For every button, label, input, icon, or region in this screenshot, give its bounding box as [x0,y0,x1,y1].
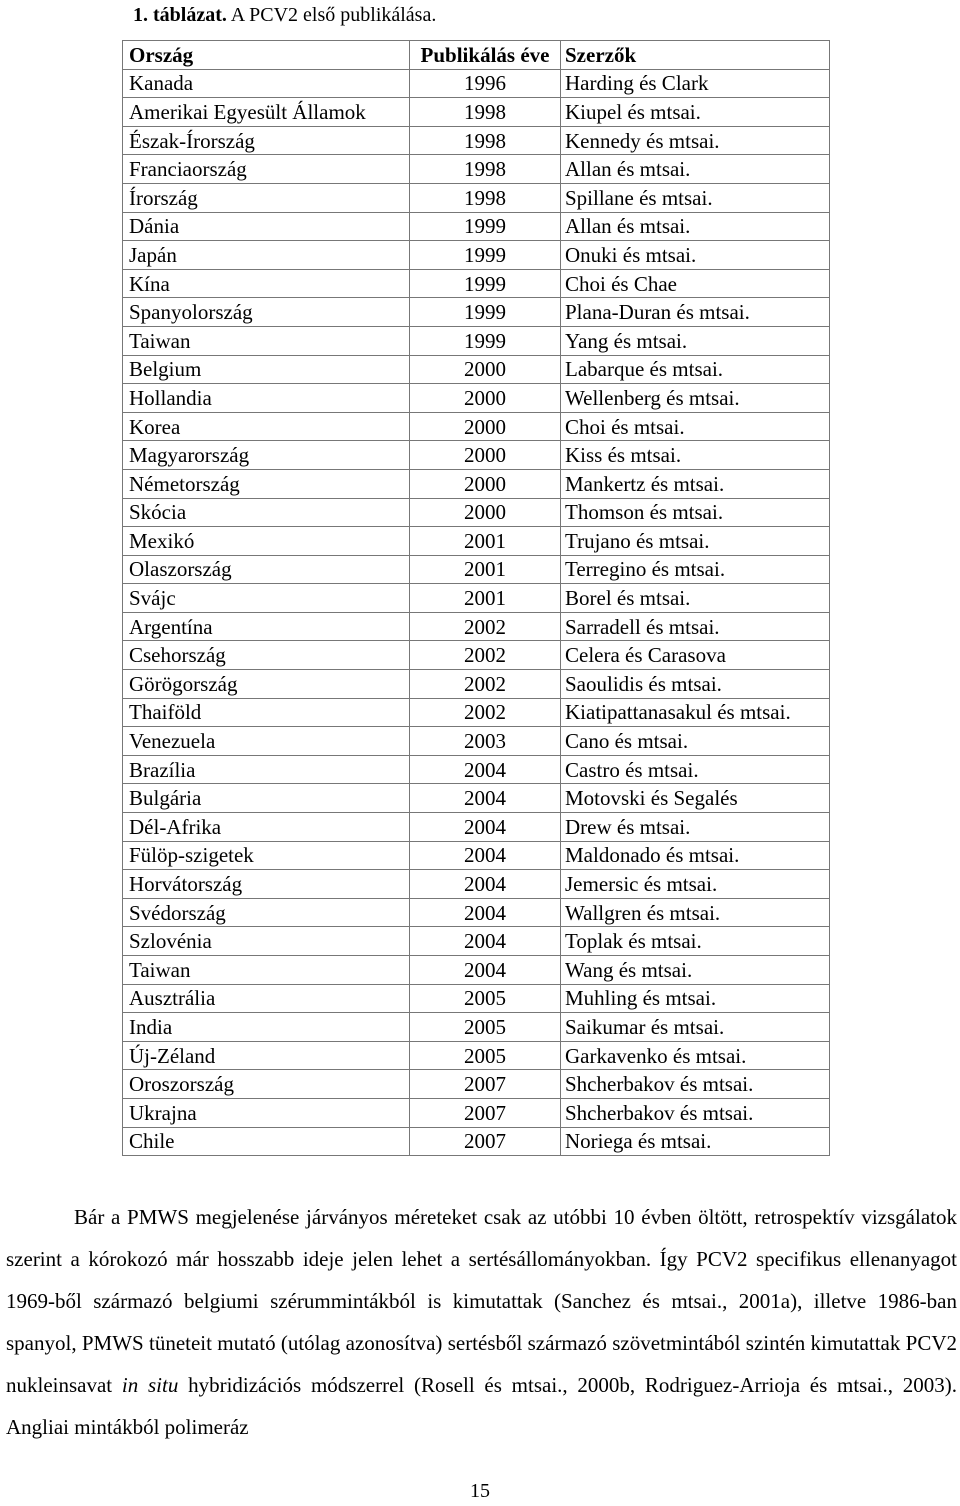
cell-authors: Saoulidis és mtsai. [561,670,830,699]
table-row [123,984,830,1013]
cell-year: 2007 [410,1098,561,1127]
cell-country: Brazília [123,755,410,784]
table-row [123,698,830,727]
cell-year: 2001 [410,527,561,556]
cell-country: Csehország [123,641,410,670]
cell-authors: Motovski és Segalés [561,784,830,813]
cell-country: Új-Zéland [123,1041,410,1070]
table-row [123,212,830,241]
table-row [123,469,830,498]
cell-authors: Yang és mtsai. [561,326,830,355]
table-row [123,355,830,384]
cell-authors: Kiss és mtsai. [561,441,830,470]
page-number: 15 [470,1480,490,1502]
cell-year: 2002 [410,698,561,727]
cell-country: Dánia [123,212,410,241]
cell-country: Mexikó [123,527,410,556]
cell-country: Fülöp-szigetek [123,841,410,870]
cell-year: 2001 [410,555,561,584]
table-row [123,670,830,699]
table-row [123,498,830,527]
table-row [123,813,830,842]
paragraph-italic: in situ [121,1373,179,1397]
table-row [123,98,830,127]
cell-year: 1998 [410,183,561,212]
table-row [123,755,830,784]
cell-country: Hollandia [123,384,410,413]
cell-year: 2007 [410,1070,561,1099]
cell-authors: Wallgren és mtsai. [561,898,830,927]
cell-year: 2000 [410,441,561,470]
cell-country: India [123,1013,410,1042]
cell-authors: Noriega és mtsai. [561,1127,830,1156]
cell-authors: Saikumar és mtsai. [561,1013,830,1042]
table-row [123,956,830,985]
cell-year: 2000 [410,384,561,413]
cell-authors: Sarradell és mtsai. [561,612,830,641]
cell-year: 1999 [410,212,561,241]
cell-authors: Thomson és mtsai. [561,498,830,527]
cell-authors: Allan és mtsai. [561,212,830,241]
header-authors: Szerzők [561,41,830,70]
cell-country: Franciaország [123,155,410,184]
cell-authors: Onuki és mtsai. [561,241,830,270]
cell-country: Svájc [123,584,410,613]
cell-authors: Jemersic és mtsai. [561,870,830,899]
cell-year: 2002 [410,612,561,641]
cell-country: Horvátország [123,870,410,899]
header-country: Ország [123,41,410,70]
cell-authors: Muhling és mtsai. [561,984,830,1013]
cell-authors: Mankertz és mtsai. [561,469,830,498]
cell-authors: Kennedy és mtsai. [561,126,830,155]
cell-country: Oroszország [123,1070,410,1099]
table-row [123,841,830,870]
cell-year: 1996 [410,69,561,98]
cell-year: 2004 [410,755,561,784]
cell-year: 2007 [410,1127,561,1156]
cell-country: Skócia [123,498,410,527]
cell-year: 2004 [410,927,561,956]
cell-year: 2000 [410,412,561,441]
table-row [123,727,830,756]
cell-country: Magyarország [123,441,410,470]
cell-authors: Wellenberg és mtsai. [561,384,830,413]
cell-country: Görögország [123,670,410,699]
table-row [123,269,830,298]
table-row [123,183,830,212]
table-row [123,1013,830,1042]
cell-authors: Borel és mtsai. [561,584,830,613]
table-row [123,412,830,441]
cell-country: Bulgária [123,784,410,813]
cell-year: 2002 [410,670,561,699]
table-row [123,241,830,270]
paragraph-text-2: hybridizációs módszerrel (Rosell és mtsai., 2000b, Rodriguez-Arrioja és mtsai., 2003). Angliai mintákból polimeráz [6,1373,957,1439]
table-header-row [123,41,830,70]
cell-authors: Spillane és mtsai. [561,183,830,212]
cell-authors: Harding és Clark [561,69,830,98]
cell-authors: Castro és mtsai. [561,755,830,784]
table-row [123,641,830,670]
table-row [123,126,830,155]
cell-country: Németország [123,469,410,498]
cell-country: Szlovénia [123,927,410,956]
cell-country: Észak-Írország [123,126,410,155]
cell-country: Belgium [123,355,410,384]
paragraph-text-1: Bár a PMWS megjelenése járványos méreteket csak az utóbbi 10 évben öltött, retrospektív vizsgálatok szerint a kórokozó már hosszabb ideje jelen lehet a sertésállományokban. Így PCV2 specifikus ellenanyagot 1969-ből származó belgiumi szérummintákból is kimutattak (Sanchez és mtsai., 2001a), illetve 1986-ban spanyol, PMWS tüneteit mutató (utólag azonosítva) sertésből származó szövetmintából szintén kimutattak PCV2 nukleinsavat [6,1205,957,1397]
cell-year: 1999 [410,269,561,298]
cell-year: 2004 [410,898,561,927]
table-row [123,1041,830,1070]
cell-authors: Choi és mtsai. [561,412,830,441]
cell-country: Olaszország [123,555,410,584]
cell-country: Thaiföld [123,698,410,727]
cell-country: Korea [123,412,410,441]
cell-authors: Trujano és mtsai. [561,527,830,556]
cell-authors: Labarque és mtsai. [561,355,830,384]
cell-year: 2005 [410,1041,561,1070]
table-row [123,870,830,899]
cell-authors: Cano és mtsai. [561,727,830,756]
cell-year: 1999 [410,326,561,355]
cell-country: Argentína [123,612,410,641]
cell-country: Svédország [123,898,410,927]
table-row [123,555,830,584]
caption-text: A PCV2 első publikálása. [230,4,437,26]
cell-year: 2005 [410,1013,561,1042]
cell-authors: Kiatipattanasakul és mtsai. [561,698,830,727]
cell-authors: Maldonado és mtsai. [561,841,830,870]
cell-authors: Toplak és mtsai. [561,927,830,956]
publication-table [122,40,830,1156]
cell-country: Amerikai Egyesült Államok [123,98,410,127]
table-row [123,384,830,413]
cell-year: 2000 [410,498,561,527]
cell-country: Kína [123,269,410,298]
cell-country: Chile [123,1127,410,1156]
cell-year: 2000 [410,469,561,498]
cell-country: Japán [123,241,410,270]
table-row [123,784,830,813]
table-row [123,69,830,98]
cell-year: 2004 [410,956,561,985]
cell-country: Ukrajna [123,1098,410,1127]
cell-year: 2004 [410,784,561,813]
caption-label: 1. táblázat. [133,4,227,26]
cell-authors: Garkavenko és mtsai. [561,1041,830,1070]
cell-year: 2004 [410,841,561,870]
cell-authors: Celera és Carasova [561,641,830,670]
cell-year: 2000 [410,355,561,384]
cell-year: 2004 [410,870,561,899]
cell-year: 2003 [410,727,561,756]
cell-year: 2002 [410,641,561,670]
cell-authors: Kiupel és mtsai. [561,98,830,127]
cell-year: 2001 [410,584,561,613]
cell-country: Írország [123,183,410,212]
table-row [123,1070,830,1099]
table-row [123,527,830,556]
body-paragraph [6,1196,957,1448]
table-row [123,898,830,927]
cell-country: Taiwan [123,326,410,355]
cell-year: 1998 [410,155,561,184]
cell-authors: Shcherbakov és mtsai. [561,1070,830,1099]
table-row [123,1127,830,1156]
cell-country: Dél-Afrika [123,813,410,842]
cell-country: Venezuela [123,727,410,756]
cell-authors: Terregino és mtsai. [561,555,830,584]
cell-authors: Wang és mtsai. [561,956,830,985]
table-body [123,69,830,1156]
cell-year: 1998 [410,98,561,127]
table-row [123,612,830,641]
cell-authors: Choi és Chae [561,269,830,298]
cell-country: Kanada [123,69,410,98]
header-year: Publikálás éve [410,41,561,70]
cell-year: 1999 [410,241,561,270]
table-caption [133,2,436,28]
cell-country: Taiwan [123,956,410,985]
table-row [123,326,830,355]
cell-year: 1999 [410,298,561,327]
table-row [123,298,830,327]
cell-year: 2004 [410,813,561,842]
table-row [123,927,830,956]
table-row [123,1098,830,1127]
table-row [123,441,830,470]
cell-year: 2005 [410,984,561,1013]
table-row [123,584,830,613]
cell-authors: Shcherbakov és mtsai. [561,1098,830,1127]
cell-authors: Plana-Duran és mtsai. [561,298,830,327]
cell-year: 1998 [410,126,561,155]
table-row [123,155,830,184]
cell-country: Spanyolország [123,298,410,327]
cell-authors: Allan és mtsai. [561,155,830,184]
cell-country: Ausztrália [123,984,410,1013]
cell-authors: Drew és mtsai. [561,813,830,842]
